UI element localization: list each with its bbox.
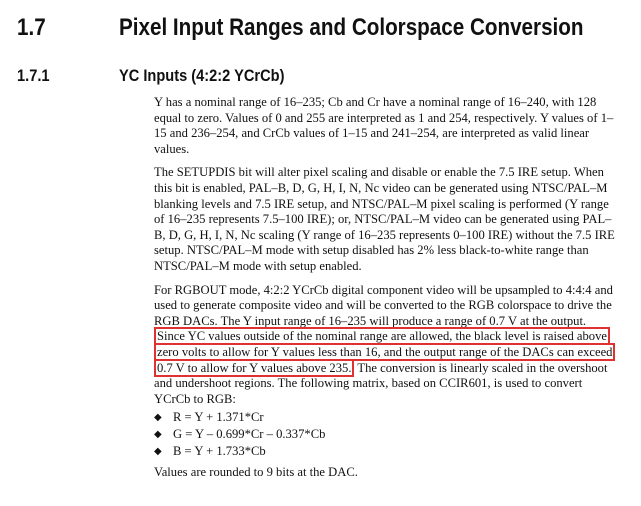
paragraph-setupdis: The SETUPDIS bit will alter pixel scaling and disable or enable the 7.5 IRE setup. When this bit is enabled, PAL–B, D, G, H, I, N, Nc video can be generated using NTSC/PAL–M blanking levels and 7.5 IRE setup, and NTSC/PAL–M pixel scaling is performed (Y range of 16–235 represents 7.5–100 IRE); or, NTSC/PAL–M video can be generated using PAL–B, D, G, H, I, N, Nc scaling (Y range of 16–235 represents 0–100 IRE) without the 7.5 IRE setup. NTSC/PAL–M mode with setup disabled has 2% less black-to-white range than NTSC/PAL–M mode with setup enabled. — [154, 165, 615, 273]
section-title: Pixel Input Ranges and Colorspace Conversion — [119, 14, 584, 41]
list-item — [154, 426, 616, 443]
highlighted-sentence: Since YC values outside of the nominal range are allowed, the black level is raised above zero volts to allow for Y values less than 16, and the output range of the DACs can exceed 0.7 V to allow for Y values above 235. — [154, 327, 615, 376]
paragraph-rgbout — [154, 283, 616, 408]
subsection-title: YC Inputs (4:2:2 YCrCb) — [119, 66, 285, 85]
rgbout-text-after: The conversion is linearly scaled in the overshoot and undershoot regions. The following matrix, based on CCIR601, is used to convert YCrCb to RGB: — [154, 360, 608, 406]
diamond-bullet-icon: ◆ — [154, 446, 162, 458]
equation-list — [154, 409, 616, 460]
list-item — [154, 443, 616, 460]
equation-g: G = Y – 0.699*Cr – 0.337*Cb — [173, 427, 326, 442]
diamond-bullet-icon: ◆ — [154, 412, 162, 424]
list-item — [154, 409, 616, 426]
rgbout-text-before: For RGBOUT mode, 4:2:2 YCrCb digital component video will be upsampled to 4:4:4 and used to generate composite video and will be converted to the RGB colorspace to drive the RGB DACs. The Y input range of 16–235 will produce a range of 0.7 V at the output. — [154, 282, 613, 328]
diamond-bullet-icon: ◆ — [154, 429, 162, 441]
closing-note: Values are rounded to 9 bits at the DAC. — [154, 465, 358, 480]
paragraph-ranges: Y has a nominal range of 16–235; Cb and Cr have a nominal range of 16–240, with 128 equal to zero. Values of 0 and 255 are interpreted as 1 and 254, respectively. Y values of 1–15 and 236–254, and CrCb values of 1–15 and 241–254, are interpreted as valid linear values. — [154, 95, 614, 156]
section-number: 1.7 — [17, 14, 46, 41]
equation-r: R = Y + 1.371*Cr — [173, 410, 264, 425]
body-text — [154, 95, 616, 489]
equation-b: B = Y + 1.733*Cb — [173, 444, 266, 459]
subsection-number: 1.7.1 — [17, 66, 50, 85]
